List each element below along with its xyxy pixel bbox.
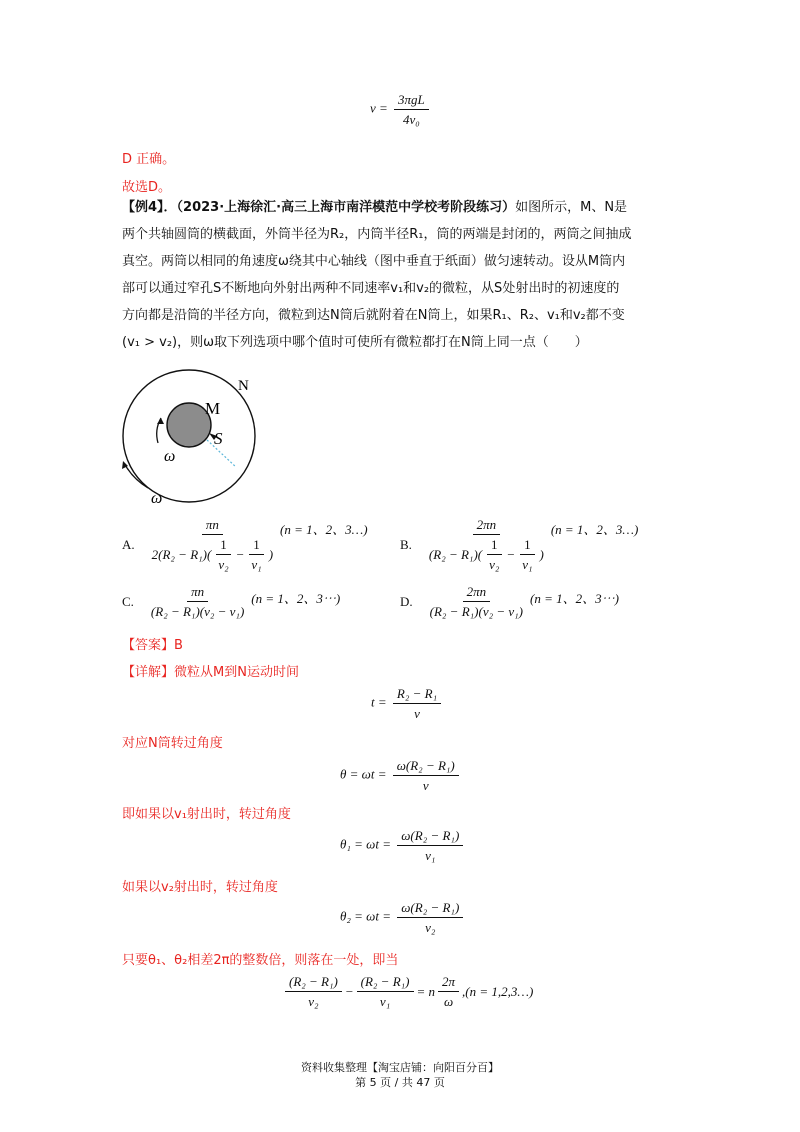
example-line5: 方向都是沿筒的半径方向，微粒到达N筒后就附着在N筒上，如果R₁、R₂、v₁和v₂都不变	[122, 308, 625, 323]
option-a-num: πn	[202, 517, 223, 535]
eq-den: 4v₀	[403, 112, 420, 127]
d-correct: D 正确。	[122, 152, 176, 167]
option-d-fraction	[426, 584, 527, 619]
option-c-cond: (n = 1、2、3⋯)	[251, 591, 341, 606]
eq-final-f3-den: ω	[443, 994, 454, 1009]
eq-final-equals: = n	[416, 983, 436, 999]
eq-lhs: v =	[370, 100, 388, 116]
text-v2: 如果以v₂射出时，转过角度	[122, 880, 278, 895]
text-only: 只要θ₁、θ₂相差2π的整数倍，则落在一处，即当	[122, 953, 399, 968]
option-d[interactable]	[400, 584, 619, 619]
eq-t-lhs: t =	[371, 694, 387, 710]
label-n: N	[238, 378, 249, 394]
eq-final-minus: −	[344, 983, 354, 999]
eq-theta1-num: ω(R₂ − R₁)	[397, 828, 463, 846]
label-omega-inner: ω	[164, 448, 176, 465]
option-d-num: 2πn	[463, 584, 491, 602]
option-c-letter: C.	[122, 593, 134, 609]
eq-t-num: R₂ − R₁	[393, 686, 441, 704]
eq-theta-den: v	[422, 778, 429, 793]
top-equation	[370, 92, 432, 127]
text-theta: 对应N筒转过角度	[122, 736, 223, 751]
eq-theta-lhs: θ = ωt =	[340, 766, 387, 782]
option-c-num: πn	[187, 584, 208, 602]
choose-d: 故选D。	[122, 180, 172, 195]
eq-theta2-num: ω(R₂ − R₁)	[397, 900, 463, 918]
eq-final-f1-num: (R₂ − R₁)	[285, 974, 342, 992]
equation-final	[282, 974, 533, 1009]
option-b-f1-num: 1	[487, 537, 502, 555]
eq-final-f2-den: v₁	[379, 994, 391, 1009]
option-b-f1-den: v₂	[489, 557, 500, 572]
option-c[interactable]	[122, 584, 340, 619]
example-source: （2023·上海徐汇·高三上海市南洋模范中学校考阶段练习）	[176, 200, 516, 215]
option-a-cond: (n = 1、2、3…)	[280, 522, 368, 537]
example-tag: 【例4】．	[122, 200, 177, 215]
eq-t-den: v	[414, 706, 420, 721]
eq-num: 3πgL	[394, 92, 429, 110]
text-v1: 即如果以v₁射出时，转过角度	[122, 807, 291, 822]
option-b-letter: B.	[400, 536, 412, 552]
option-a-minus: −	[235, 547, 245, 562]
detail-line	[122, 661, 299, 680]
label-omega-outer: ω	[151, 490, 163, 507]
option-a-fraction	[148, 517, 277, 572]
answer: 【答案】B	[122, 638, 183, 653]
option-b[interactable]	[400, 517, 638, 572]
label-s: S	[214, 429, 223, 448]
option-a-den-post: )	[268, 547, 274, 562]
option-b-fraction	[425, 517, 548, 572]
option-a-f1-den: v₂	[218, 557, 229, 572]
option-d-cond: (n = 1、2、3⋯)	[530, 591, 619, 606]
eq-final-f1-den: v₂	[308, 994, 319, 1009]
detail-text: 微粒从M到N运动时间	[174, 665, 299, 680]
option-a[interactable]	[122, 517, 368, 572]
option-c-den: (R₂ − R₁)(v₂ − v₁)	[150, 604, 245, 619]
option-a-f2-num: 1	[249, 537, 264, 555]
option-d-den: (R₂ − R₁)(v₂ − v₁)	[429, 604, 524, 619]
detail-label: 【详解】	[122, 665, 175, 680]
equation-theta	[340, 758, 462, 793]
eq-final-f3-num: 2π	[438, 974, 459, 992]
example-line1: 如图所示，M、N是	[515, 200, 628, 215]
option-a-f2-den: v₁	[251, 557, 262, 572]
option-b-minus: −	[506, 547, 516, 562]
eq-theta1-den: v₁	[425, 848, 436, 863]
option-a-letter: A.	[122, 536, 135, 552]
option-d-letter: D.	[400, 593, 413, 609]
equation-theta2	[340, 900, 466, 935]
option-b-f2-num: 1	[520, 537, 535, 555]
option-b-num: 2πn	[473, 517, 501, 535]
eq-theta1-lhs: θ₁ = ωt =	[340, 836, 391, 852]
eq-final-cond: ,(n = 1,2,3…)	[462, 983, 534, 999]
footer-source: 资料收集整理【淘宝店铺：向阳百分百】	[301, 1061, 499, 1074]
label-m: M	[205, 399, 221, 418]
equation-theta1	[340, 828, 466, 863]
equation-t	[371, 686, 444, 721]
example-question	[122, 194, 682, 356]
option-b-den-pre: (R₂ − R₁)(	[428, 547, 483, 562]
example-line3: 真空。两筒以相同的角速度ω绕其中心轴线（图中垂直于纸面）做匀速转动。设从M筒内	[122, 254, 626, 269]
eq-final-f2-num: (R₂ − R₁)	[357, 974, 414, 992]
example-line2: 两个共轴圆筒的横截面，外筒半径为R₂，内筒半径R₁，筒的两端是封闭的，两筒之间抽成	[122, 227, 632, 242]
eq-theta-num: ω(R₂ − R₁)	[393, 758, 459, 776]
option-a-den-pre: 2(R₂ − R₁)(	[151, 547, 212, 562]
example-line4: 部可以通过窄孔S不断地向外射出两种不同速率v₁和v₂的微粒，从S处射出时的初速度的	[122, 281, 620, 296]
eq-theta2-den: v₂	[425, 920, 436, 935]
cylinder-figure	[118, 368, 268, 510]
option-a-f1-num: 1	[216, 537, 231, 555]
option-b-den-post: )	[539, 547, 544, 562]
option-b-f2-den: v₁	[522, 557, 533, 572]
option-b-cond: (n = 1、2、3…)	[550, 522, 639, 537]
footer-page-number: 第 5 页 / 共 47 页	[355, 1076, 445, 1089]
option-c-fraction	[147, 584, 248, 619]
eq-theta2-lhs: θ₂ = ωt =	[340, 908, 391, 924]
inner-arrow-head	[157, 418, 164, 424]
example-line6: (v₁ > v₂)，则ω取下列选项中哪个值时可使所有微粒都打在N筒上同一点（ ）	[122, 335, 588, 350]
